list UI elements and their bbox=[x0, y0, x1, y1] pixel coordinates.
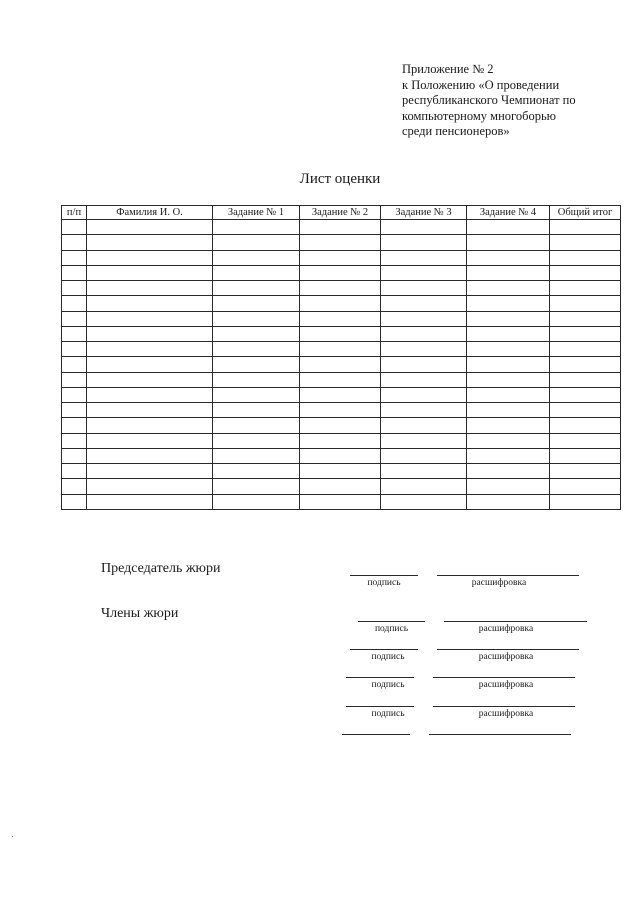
table-cell bbox=[550, 479, 621, 494]
table-cell bbox=[300, 494, 381, 510]
table-cell bbox=[467, 372, 550, 387]
table-cell bbox=[87, 418, 213, 433]
table-cell bbox=[550, 326, 621, 341]
table-cell bbox=[62, 326, 87, 341]
table-cell bbox=[87, 235, 213, 250]
table-cell bbox=[467, 403, 550, 418]
table-row bbox=[62, 265, 621, 280]
member-signature-line bbox=[358, 621, 425, 622]
appendix-line: среди пенсионеров» bbox=[402, 124, 510, 138]
table-cell bbox=[87, 220, 213, 235]
table-cell bbox=[62, 479, 87, 494]
table-cell bbox=[62, 311, 87, 326]
table-cell bbox=[300, 235, 381, 250]
member-signature-line bbox=[346, 706, 414, 707]
table-cell bbox=[550, 342, 621, 357]
col-header-task-3: Задание № 3 bbox=[381, 206, 467, 220]
table-cell bbox=[467, 418, 550, 433]
table-cell bbox=[62, 418, 87, 433]
table-cell bbox=[62, 281, 87, 296]
chairman-label: Председатель жюри bbox=[101, 561, 221, 576]
table-cell bbox=[300, 357, 381, 372]
col-header-task-2: Задание № 2 bbox=[300, 206, 381, 220]
table-cell bbox=[550, 265, 621, 280]
table-row bbox=[62, 464, 621, 479]
table-cell bbox=[381, 220, 467, 235]
score-table bbox=[61, 205, 621, 510]
table-cell bbox=[467, 220, 550, 235]
table-cell bbox=[381, 418, 467, 433]
transcript-caption: расшифровка bbox=[478, 652, 534, 662]
table-cell bbox=[62, 265, 87, 280]
table-cell bbox=[550, 250, 621, 265]
table-cell bbox=[550, 494, 621, 510]
table-cell bbox=[62, 464, 87, 479]
table-cell bbox=[300, 448, 381, 463]
table-row bbox=[62, 296, 621, 311]
table-cell bbox=[300, 433, 381, 448]
score-table-body bbox=[62, 220, 621, 510]
table-cell bbox=[300, 281, 381, 296]
table-cell bbox=[213, 372, 300, 387]
table-cell bbox=[87, 494, 213, 510]
table-cell bbox=[467, 311, 550, 326]
table-cell bbox=[381, 494, 467, 510]
member-transcript-line bbox=[429, 734, 571, 735]
table-cell bbox=[87, 464, 213, 479]
table-cell bbox=[87, 479, 213, 494]
table-cell bbox=[213, 479, 300, 494]
table-cell bbox=[381, 250, 467, 265]
table-cell bbox=[87, 326, 213, 341]
table-cell bbox=[381, 281, 467, 296]
signature-caption: подпись bbox=[367, 578, 401, 588]
member-transcript-line bbox=[433, 706, 575, 707]
table-cell bbox=[213, 311, 300, 326]
table-row bbox=[62, 403, 621, 418]
member-transcript-line bbox=[433, 677, 575, 678]
table-cell bbox=[467, 387, 550, 402]
table-cell bbox=[467, 494, 550, 510]
table-cell bbox=[300, 311, 381, 326]
table-cell bbox=[467, 448, 550, 463]
table-cell bbox=[213, 357, 300, 372]
table-cell bbox=[550, 220, 621, 235]
table-cell bbox=[213, 403, 300, 418]
table-cell bbox=[62, 357, 87, 372]
transcript-caption: расшифровка bbox=[471, 578, 527, 588]
table-row bbox=[62, 357, 621, 372]
table-cell bbox=[87, 372, 213, 387]
table-cell bbox=[213, 433, 300, 448]
table-cell bbox=[87, 265, 213, 280]
table-row bbox=[62, 448, 621, 463]
table-cell bbox=[62, 342, 87, 357]
table-cell bbox=[62, 494, 87, 510]
transcript-caption: расшифровка bbox=[478, 709, 534, 719]
member-transcript-line bbox=[437, 649, 579, 650]
table-cell bbox=[213, 418, 300, 433]
table-cell bbox=[381, 296, 467, 311]
table-row bbox=[62, 311, 621, 326]
appendix-line: компьютерному многоборью bbox=[402, 108, 556, 123]
table-cell bbox=[87, 342, 213, 357]
table-row bbox=[62, 387, 621, 402]
signature-caption: подпись bbox=[374, 624, 409, 634]
table-row bbox=[62, 326, 621, 341]
table-cell bbox=[550, 433, 621, 448]
table-cell bbox=[87, 403, 213, 418]
table-cell bbox=[213, 494, 300, 510]
table-cell bbox=[381, 403, 467, 418]
table-row bbox=[62, 342, 621, 357]
table-cell bbox=[550, 403, 621, 418]
table-cell bbox=[300, 479, 381, 494]
table-cell bbox=[213, 464, 300, 479]
table-cell bbox=[467, 235, 550, 250]
table-cell bbox=[550, 387, 621, 402]
members-label: Члены жюри bbox=[101, 606, 179, 621]
signature-caption: подпись bbox=[371, 652, 405, 662]
table-cell bbox=[300, 220, 381, 235]
table-cell bbox=[381, 311, 467, 326]
table-cell bbox=[467, 464, 550, 479]
table-cell bbox=[213, 235, 300, 250]
table-row bbox=[62, 372, 621, 387]
table-cell bbox=[300, 296, 381, 311]
table-cell bbox=[300, 250, 381, 265]
table-cell bbox=[381, 433, 467, 448]
table-cell bbox=[381, 479, 467, 494]
table-cell bbox=[381, 372, 467, 387]
appendix-note bbox=[402, 62, 632, 140]
table-cell bbox=[87, 357, 213, 372]
table-cell bbox=[62, 387, 87, 402]
table-cell bbox=[467, 479, 550, 494]
table-cell bbox=[300, 265, 381, 280]
table-cell bbox=[381, 342, 467, 357]
table-cell bbox=[550, 372, 621, 387]
table-cell bbox=[62, 296, 87, 311]
table-cell bbox=[550, 281, 621, 296]
table-cell bbox=[550, 418, 621, 433]
signature-caption: подпись bbox=[371, 680, 405, 690]
sheet-title: Лист оценки bbox=[299, 171, 381, 187]
table-cell bbox=[467, 296, 550, 311]
table-cell bbox=[87, 281, 213, 296]
appendix-line: Приложение № 2 bbox=[402, 62, 494, 76]
chairman-transcript-line bbox=[437, 575, 579, 576]
table-row bbox=[62, 479, 621, 494]
table-cell bbox=[300, 326, 381, 341]
table-cell bbox=[213, 326, 300, 341]
member-transcript-line bbox=[444, 621, 587, 622]
table-cell bbox=[213, 296, 300, 311]
table-cell bbox=[87, 296, 213, 311]
table-cell bbox=[381, 357, 467, 372]
table-cell bbox=[62, 220, 87, 235]
table-cell bbox=[87, 311, 213, 326]
table-cell bbox=[467, 433, 550, 448]
col-header-number: п/п bbox=[62, 206, 87, 220]
table-cell bbox=[87, 448, 213, 463]
table-cell bbox=[87, 250, 213, 265]
transcript-caption: расшифровка bbox=[478, 624, 534, 634]
table-cell bbox=[467, 342, 550, 357]
member-signature-line bbox=[342, 734, 410, 735]
table-cell bbox=[62, 403, 87, 418]
table-cell bbox=[550, 357, 621, 372]
col-header-task-4: Задание № 4 bbox=[467, 206, 550, 220]
table-cell bbox=[62, 250, 87, 265]
table-cell bbox=[550, 448, 621, 463]
table-cell bbox=[300, 372, 381, 387]
table-cell bbox=[381, 387, 467, 402]
table-cell bbox=[213, 342, 300, 357]
table-cell bbox=[550, 235, 621, 250]
table-cell bbox=[213, 448, 300, 463]
table-cell bbox=[467, 281, 550, 296]
table-row bbox=[62, 418, 621, 433]
table-cell bbox=[213, 220, 300, 235]
table-cell bbox=[467, 326, 550, 341]
table-cell bbox=[467, 265, 550, 280]
table-cell bbox=[213, 250, 300, 265]
col-header-total: Общий итог bbox=[550, 206, 621, 220]
table-header-row bbox=[62, 206, 621, 220]
table-cell bbox=[62, 433, 87, 448]
table-row bbox=[62, 235, 621, 250]
table-cell bbox=[381, 265, 467, 280]
appendix-line: республиканского Чемпионат по bbox=[402, 93, 576, 107]
table-cell bbox=[550, 296, 621, 311]
table-cell bbox=[381, 448, 467, 463]
table-cell bbox=[62, 235, 87, 250]
table-cell bbox=[381, 464, 467, 479]
table-cell bbox=[300, 464, 381, 479]
table-cell bbox=[300, 387, 381, 402]
chairman-signature-line bbox=[350, 575, 418, 576]
table-cell bbox=[87, 433, 213, 448]
table-row bbox=[62, 281, 621, 296]
transcript-caption: расшифровка bbox=[478, 680, 534, 690]
table-cell bbox=[62, 448, 87, 463]
scan-speck bbox=[12, 836, 13, 837]
table-cell bbox=[87, 387, 213, 402]
table-cell bbox=[381, 326, 467, 341]
member-signature-line bbox=[350, 649, 418, 650]
table-cell bbox=[550, 311, 621, 326]
table-cell bbox=[550, 464, 621, 479]
table-cell bbox=[300, 342, 381, 357]
table-cell bbox=[467, 250, 550, 265]
col-header-task-1: Задание № 1 bbox=[213, 206, 300, 220]
signature-caption: подпись bbox=[371, 709, 405, 719]
table-cell bbox=[62, 372, 87, 387]
table-row bbox=[62, 433, 621, 448]
table-cell bbox=[300, 418, 381, 433]
table-cell bbox=[213, 281, 300, 296]
col-header-name: Фамилия И. О. bbox=[87, 206, 213, 220]
appendix-line: к Положению «О проведении bbox=[402, 77, 560, 92]
table-cell bbox=[213, 387, 300, 402]
table-row bbox=[62, 220, 621, 235]
table-row bbox=[62, 250, 621, 265]
table-cell bbox=[467, 357, 550, 372]
table-cell bbox=[300, 403, 381, 418]
table-row bbox=[62, 494, 621, 510]
table-cell bbox=[213, 265, 300, 280]
table-cell bbox=[381, 235, 467, 250]
member-signature-line bbox=[346, 677, 414, 678]
